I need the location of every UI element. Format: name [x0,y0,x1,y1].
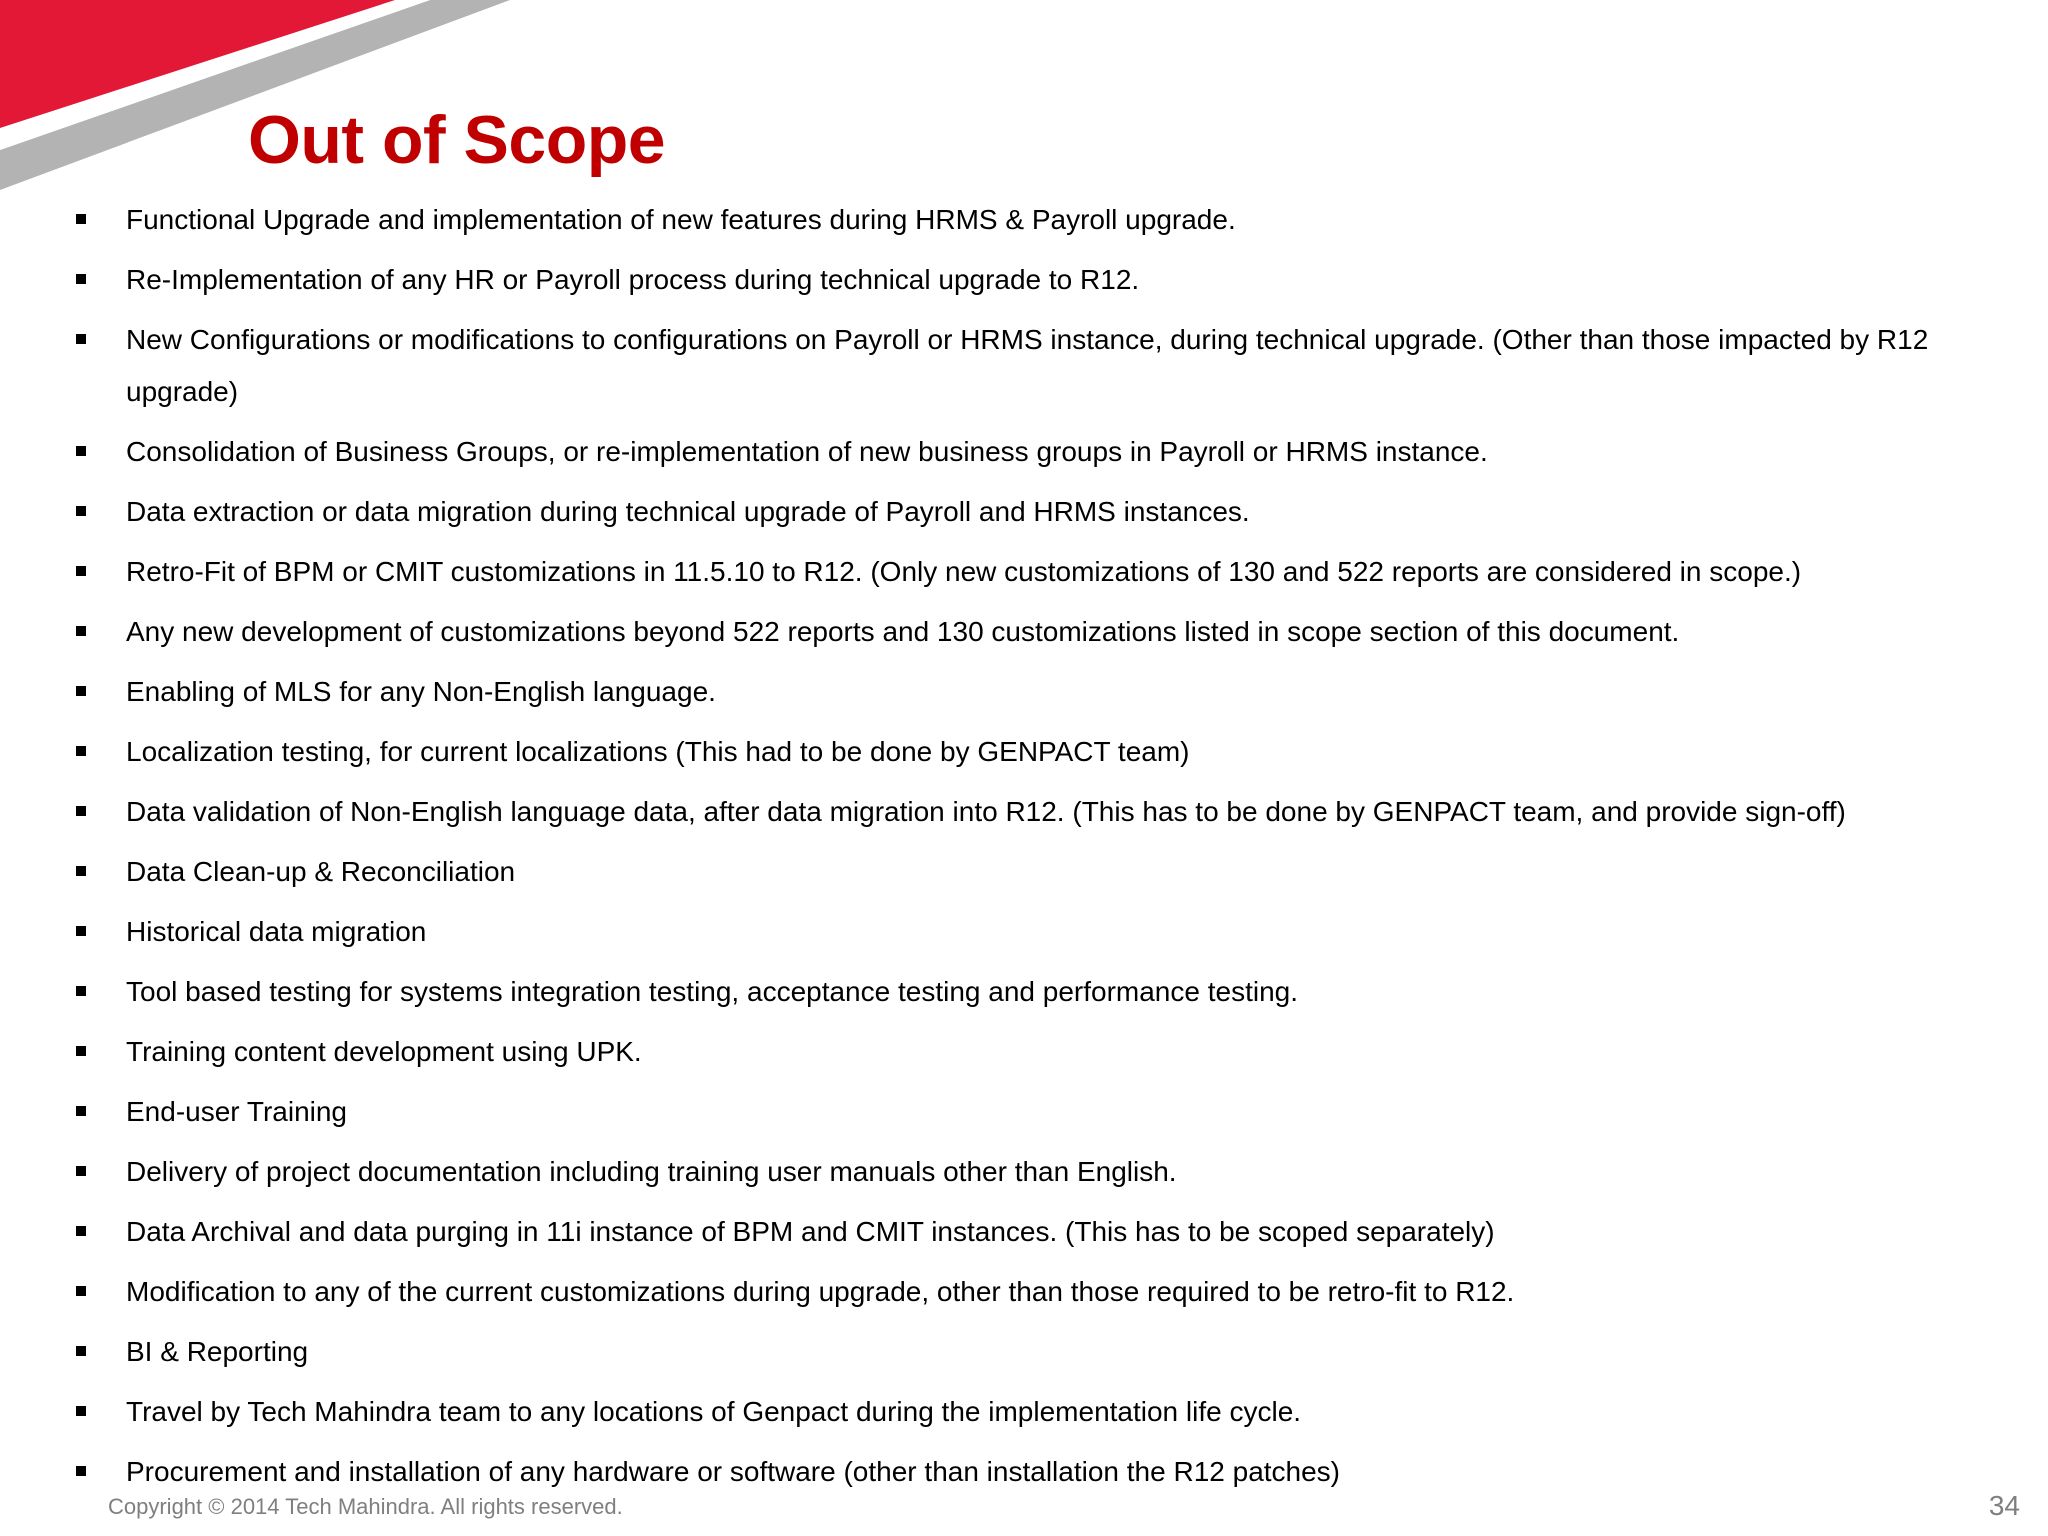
list-item-text: Data validation of Non-English language data, after data migration into R12. (This has to be done by GENPACT team, and provide sign-off) [126,796,1846,827]
list-item-text: Tool based testing for systems integration testing, acceptance testing and performance testing. [126,976,1298,1007]
list-item-text: Retro-Fit of BPM or CMIT customizations in 11.5.10 to R12. (Only new customizations of 130 and 522 reports are considered in scope.) [126,556,1802,587]
list-item [76,1026,1996,1078]
list-item-text: Enabling of MLS for any Non-English language. [126,676,716,707]
square-bullet-icon [76,1046,86,1056]
list-item [76,846,1996,898]
list-item-text: Functional Upgrade and implementation of new features during HRMS & Payroll upgrade. [126,204,1236,235]
list-item [76,1086,1996,1138]
square-bullet-icon [76,806,86,816]
square-bullet-icon [76,1346,86,1356]
list-item-text: Data Clean-up & Reconciliation [126,856,516,887]
square-bullet-icon [76,746,86,756]
list-item [76,906,1996,958]
square-bullet-icon [76,274,86,284]
list-item [76,1446,1996,1498]
square-bullet-icon [76,1406,86,1416]
list-item [76,786,1996,838]
list-item [76,1146,1996,1198]
list-item-text: New Configurations or modifications to configurations on Payroll or HRMS instance, during technical upgrade. (Other than those impacted by R12 upgrade) [126,324,1929,407]
square-bullet-icon [76,506,86,516]
square-bullet-icon [76,986,86,996]
list-item-text: Localization testing, for current localizations (This had to be done by GENPACT team) [126,736,1190,767]
square-bullet-icon [76,334,86,344]
list-item-text: Training content development using UPK. [126,1036,642,1067]
square-bullet-icon [76,926,86,936]
square-bullet-icon [76,566,86,576]
square-bullet-icon [76,214,86,224]
list-item [76,194,1996,246]
square-bullet-icon [76,1166,86,1176]
page-number: 34 [1988,1490,2020,1521]
list-item-text: End-user Training [126,1096,348,1127]
list-item [76,1266,1996,1318]
square-bullet-icon [76,686,86,696]
square-bullet-icon [76,866,86,876]
list-item-text: Any new development of customizations beyond 522 reports and 130 customizations listed in scope section of this document. [126,616,1680,647]
square-bullet-icon [76,1226,86,1236]
list-item [76,666,1996,718]
list-item-text: Re-Implementation of any HR or Payroll process during technical upgrade to R12. [126,264,1140,295]
list-item-text: Data extraction or data migration during technical upgrade of Payroll and HRMS instances. [126,496,1250,527]
list-item [76,1206,1996,1258]
list-item-text: Modification to any of the current customizations during upgrade, other than those required to be retro-fit to R12. [126,1276,1515,1307]
list-item-text: Historical data migration [126,916,427,947]
square-bullet-icon [76,1106,86,1116]
list-item [76,1326,1996,1378]
list-item-text: Procurement and installation of any hardware or software (other than installation the R12 patches) [126,1456,1341,1487]
list-item [76,314,1996,418]
list-item-text: Consolidation of Business Groups, or re-implementation of new business groups in Payroll or HRMS instance. [126,436,1488,467]
list-item [76,546,1996,598]
list-item-text: Travel by Tech Mahindra team to any locations of Genpact during the implementation life cycle. [126,1396,1302,1427]
square-bullet-icon [76,626,86,636]
slide-title: Out of Scope [248,102,666,178]
list-item [76,426,1996,478]
list-item [76,966,1996,1018]
footer-copyright: Copyright © 2014 Tech Mahindra. All rights reserved. [108,1494,623,1519]
list-item-text: Data Archival and data purging in 11i instance of BPM and CMIT instances. (This has to be scoped separately) [126,1216,1495,1247]
list-item [76,254,1996,306]
list-item [76,606,1996,658]
list-item-text: BI & Reporting [126,1336,309,1367]
out-of-scope-list [76,194,1996,1506]
list-item-text: Delivery of project documentation including training user manuals other than English. [126,1156,1177,1187]
square-bullet-icon [76,1466,86,1476]
list-item [76,1386,1996,1438]
square-bullet-icon [76,446,86,456]
list-item [76,726,1996,778]
list-item [76,486,1996,538]
square-bullet-icon [76,1286,86,1296]
